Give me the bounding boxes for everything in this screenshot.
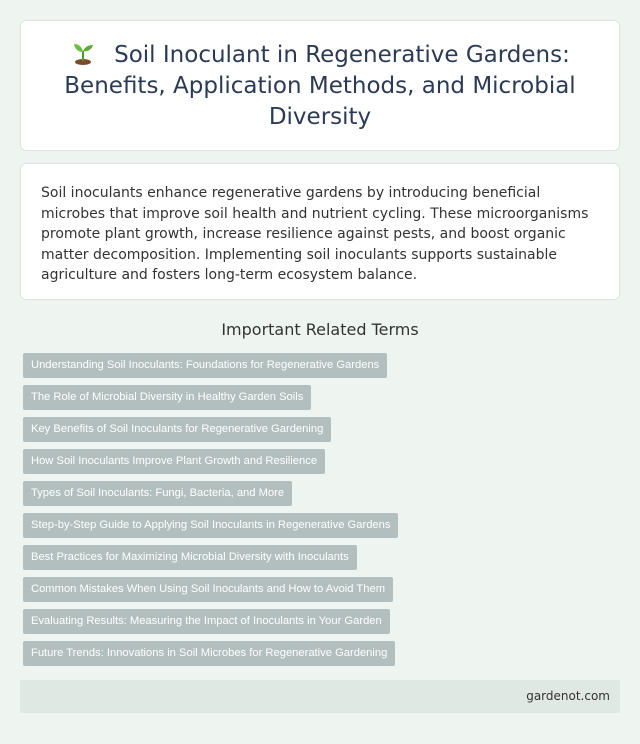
term-tag[interactable]: Common Mistakes When Using Soil Inoculants and How to Avoid Them: [23, 577, 393, 602]
footer: [20, 680, 620, 713]
term-tag[interactable]: Future Trends: Innovations in Soil Microbes for Regenerative Gardening: [23, 641, 395, 666]
title-text: Soil Inoculant in Regenerative Gardens: Benefits, Application Methods, and Microbial Diversity: [64, 41, 576, 130]
page-title: [45, 39, 595, 133]
summary-text: Soil inoculants enhance regenerative gardens by introducing beneficial microbes that improve soil health and nutrient cycling. These microorganisms promote plant growth, increase resilience against pests, and boost organic matter decomposition. Implementing soil inoculants supports sustainable agriculture and fosters long-term ecosystem balance.: [41, 185, 589, 283]
term-tag[interactable]: Step-by-Step Guide to Applying Soil Inoculants in Regenerative Gardens: [23, 513, 398, 538]
footer-site[interactable]: gardenot.com: [526, 689, 610, 703]
term-tag[interactable]: The Role of Microbial Diversity in Healthy Garden Soils: [23, 385, 311, 410]
term-tag[interactable]: Evaluating Results: Measuring the Impact of Inoculants in Your Garden: [23, 609, 390, 634]
title-card: [20, 20, 620, 151]
term-tag[interactable]: Types of Soil Inoculants: Fungi, Bacteria, and More: [23, 481, 292, 506]
term-tag[interactable]: Best Practices for Maximizing Microbial Diversity with Inoculants: [23, 545, 357, 570]
seedling-icon: [70, 39, 96, 65]
summary-card: [20, 163, 620, 300]
term-tag[interactable]: Key Benefits of Soil Inoculants for Regenerative Gardening: [23, 417, 331, 442]
term-tag[interactable]: Understanding Soil Inoculants: Foundations for Regenerative Gardens: [23, 353, 387, 378]
related-terms-list: [23, 353, 623, 673]
term-tag[interactable]: How Soil Inoculants Improve Plant Growth and Resilience: [23, 449, 325, 474]
related-terms-heading: Important Related Terms: [221, 320, 419, 339]
